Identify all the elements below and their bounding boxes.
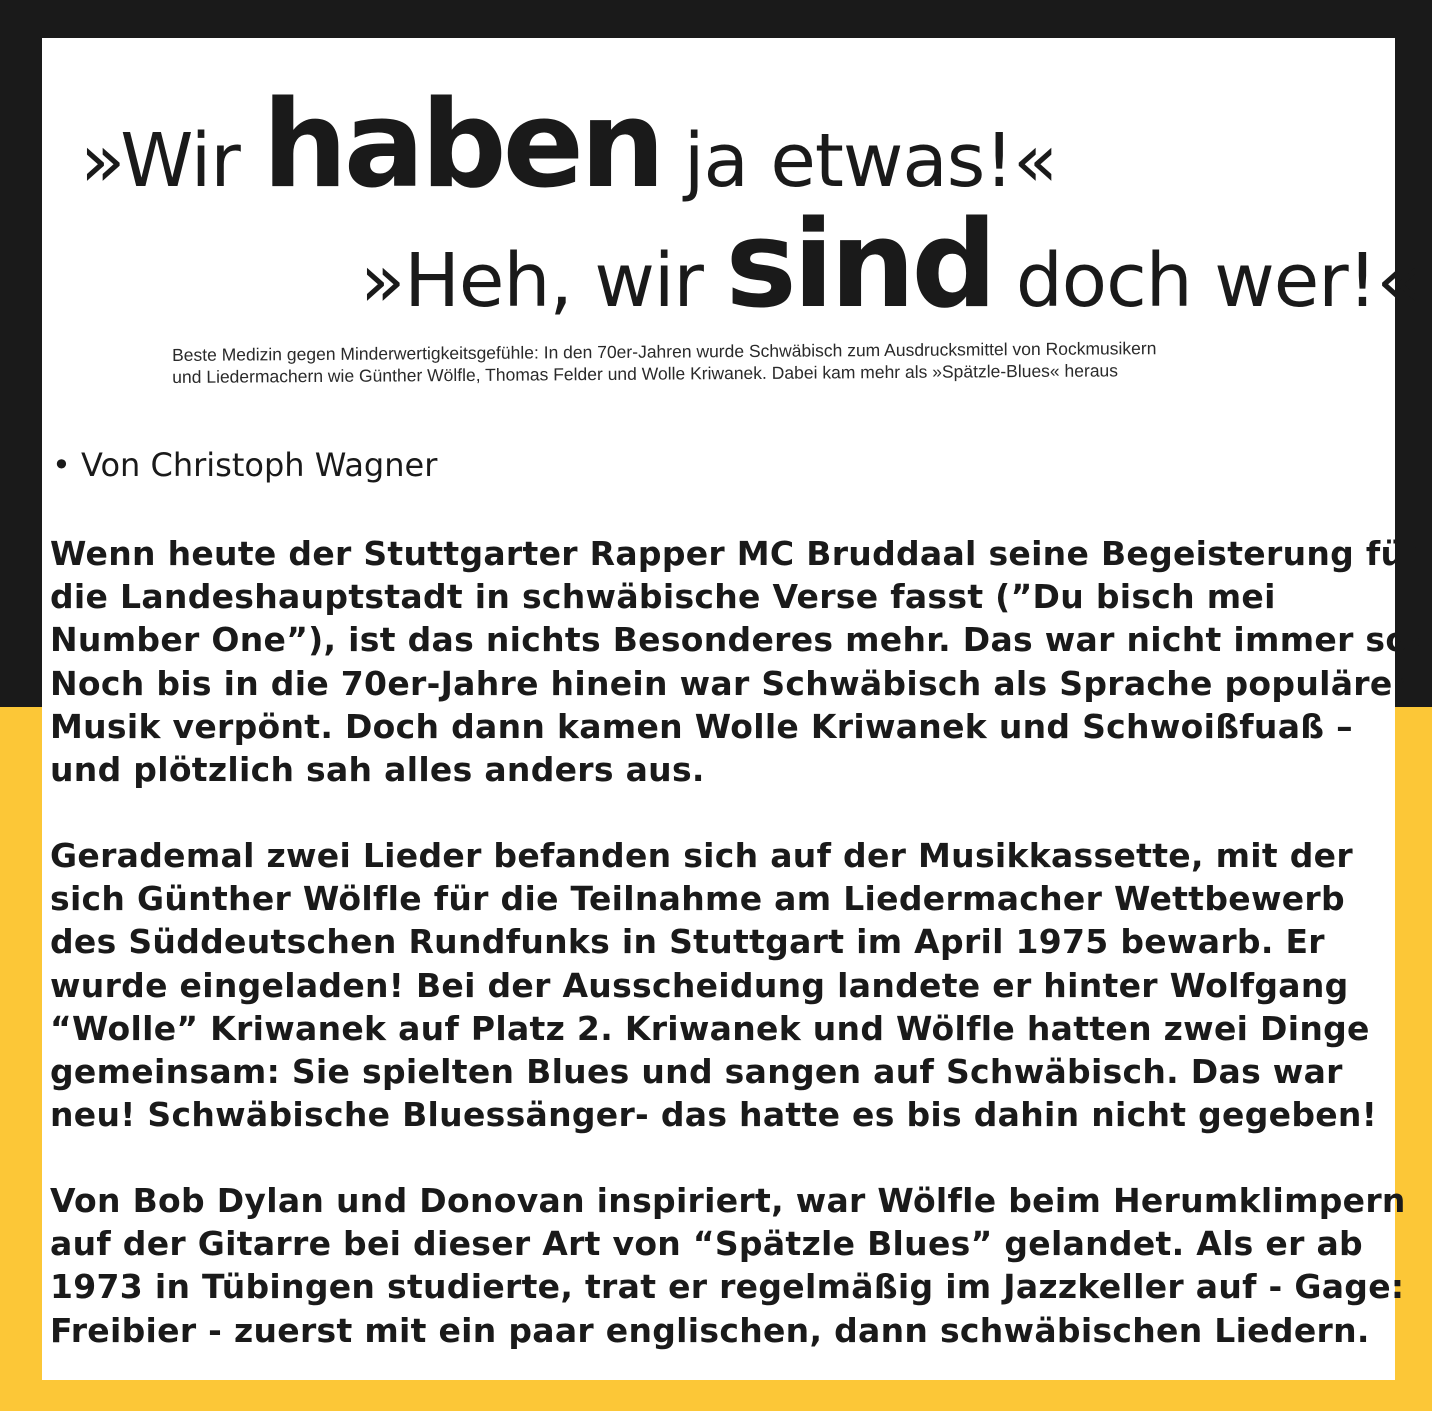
author-byline: • Von Christoph Wagner [52, 446, 438, 484]
paragraph-line: und plötzlich sah alles anders aus. [50, 750, 705, 790]
paragraph-line: wurde eingeladen! Bei der Ausscheidung landete er hinter Wolfgang [50, 965, 1349, 1005]
paragraph-line: gemeinsam: Sie spielten Blues und sangen auf Schwäbisch. Das war [50, 1052, 1343, 1092]
article-card [42, 38, 1424, 1380]
paragraph-line: 1973 in Tübingen studierte, trat er regelmäßig im Jazzkeller auf - Gage: [50, 1267, 1405, 1307]
paragraph-line: Wenn heute der Stuttgarter Rapper MC Bruddaal seine Begeisterung für [50, 534, 1421, 573]
paragraph-line: Gerademal zwei Lieder befanden sich auf der Musikkassette, mit der [50, 836, 1353, 875]
paragraph-1 [50, 532, 1424, 791]
headline-1-part-c: ja etwas!« [661, 118, 1058, 204]
paragraph-line: Freibier - zuerst mit ein paar englischen, dann schwäbischen Liedern. [50, 1310, 1370, 1350]
subheadline-line: und Liedermachern wie Günther Wölfle, Thomas Felder und Wolle Kriwanek. Dabei kam mehr als »Spätzle-Blues« heraus [172, 360, 1119, 387]
subheadline-line: Beste Medizin gegen Minderwertigkeitsgefühle: In den 70er-Jahren wurde Schwäbisch zum Ausdrucksmittel von Rockmusikern [172, 338, 1157, 365]
paragraph-line: Noch bis in die 70er-Jahre hinein war Schwäbisch als Sprache populärer [50, 663, 1410, 703]
paragraph-3 [50, 1179, 1410, 1352]
headline-line-2 [360, 196, 1421, 335]
headline-2-part-a: »Heh, wir [360, 238, 726, 324]
paragraph-line: Number One”), ist das nichts Besonderes mehr. Das war nicht immer so! [50, 620, 1424, 660]
paragraph-line: die Landeshauptstadt in schwäbische Verse fasst (”Du bisch mei [50, 577, 1276, 617]
headline-2-emphasis: sind [725, 196, 994, 335]
headline-1-part-a: »Wir [80, 118, 263, 204]
paragraph-line: des Süddeutschen Rundfunks in Stuttgart im April 1975 bewarb. Er [50, 922, 1325, 962]
subheadline [172, 336, 1332, 388]
paragraph-line: sich Günther Wölfle für die Teilnahme am Liedermacher Wettbewerb [50, 879, 1345, 919]
headline-1-emphasis: haben [262, 76, 662, 215]
paragraph-line: auf der Gitarre bei dieser Art von “Spätzle Blues” gelandet. Als er ab [50, 1224, 1363, 1264]
paragraph-line: “Wolle” Kriwanek auf Platz 2. Kriwanek und Wölfle hatten zwei Dinge [50, 1008, 1370, 1048]
paragraph-line: Musik verpönt. Doch dann kamen Wolle Kriwanek und Schwoißfuaß – [50, 706, 1353, 746]
paragraph-line: neu! Schwäbische Bluessänger- das hatte es bis dahin nicht gegeben! [50, 1095, 1378, 1135]
headline-line-1 [80, 76, 1058, 215]
headline-2-part-c: doch wer!« [993, 238, 1421, 324]
paragraph-line: Von Bob Dylan und Donovan inspiriert, war Wölfle beim Herumklimpern [50, 1181, 1406, 1220]
paragraph-2 [50, 834, 1410, 1136]
